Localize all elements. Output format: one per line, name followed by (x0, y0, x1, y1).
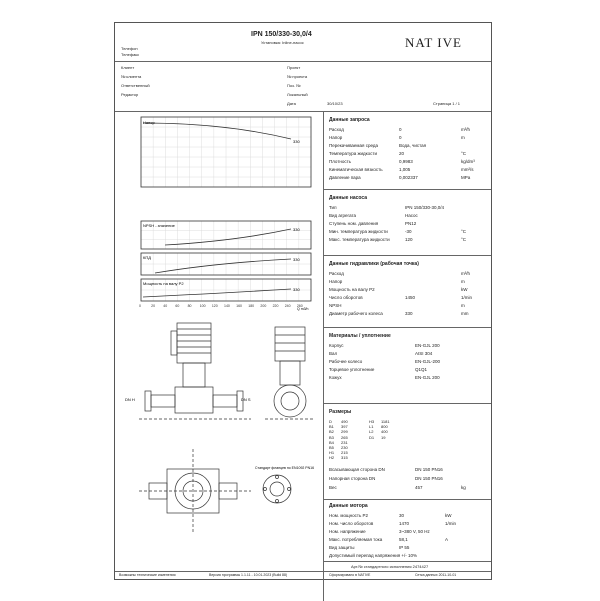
dim-key: B5 (329, 445, 334, 450)
operating-row-unit: m (461, 279, 465, 284)
dim-value: 19 (381, 434, 386, 440)
materials-title: Материалы / уплотнение (329, 333, 391, 339)
motor-row-unit: kW (445, 513, 452, 518)
material-row-value: EN-GJL 200 (415, 343, 440, 348)
dim-value: 231 (341, 439, 348, 445)
material-row-label: Торцевое уплотнение (329, 367, 375, 372)
x-tick-label: 200 (260, 304, 267, 308)
terminal-box (171, 331, 177, 355)
x-tick-label: 260 (296, 304, 303, 308)
request-row-label: Температура жидкости (329, 151, 378, 156)
dim-value: 397 (341, 424, 348, 430)
fax-label: Телефакс (121, 52, 140, 57)
x-tick-label: 100 (199, 304, 206, 308)
request-row-value: 0,9983 (399, 159, 413, 164)
dim-value: 230 (341, 445, 348, 450)
pump-row-unit: °C (461, 237, 467, 242)
dim-value: 315 (341, 455, 348, 461)
pump-row-label: Ступень ном. давления (329, 221, 379, 226)
brand-logo: NAT IVE (405, 35, 462, 50)
request-row-label: Давление пара (329, 175, 361, 180)
motor-row-label: Вид защиты (329, 545, 355, 550)
motor-row-value: 58,1 (399, 537, 408, 542)
request-row-unit: kg/dm³ (461, 159, 475, 164)
operating-row-label: NPSH (329, 303, 342, 308)
connection-value: DN 150 PN16 (415, 467, 443, 472)
motor-row-label: Макс. потребляемая тока (329, 537, 383, 542)
request-row-unit: °C (461, 151, 467, 156)
request-row-label: Перекачиваемая среда (329, 143, 378, 148)
motor-row-label: Ном. напряжение (329, 529, 366, 534)
volute-side (274, 385, 306, 417)
material-row-value: AISI 304 (415, 351, 433, 356)
pump-row-value: IPN 150/330-30,0/4 (405, 205, 445, 210)
motor-row-label: Допустимый перепад напряжения +/- 10% (329, 553, 418, 558)
page-number: Страница 1 / 1 (433, 101, 461, 106)
performance-charts (115, 113, 323, 313)
request-row-value: 0 (399, 135, 402, 140)
motor-row-value: 30 (399, 513, 405, 518)
dim-key: B1 (329, 424, 334, 430)
motor-row-value: 1470 (399, 521, 410, 526)
info-local: Локальный (287, 92, 308, 97)
operating-row-value: 330 (405, 311, 413, 316)
x-tick-label: 180 (248, 304, 255, 308)
dim-value: 215 (341, 450, 348, 456)
x-tick-label: 20 (151, 304, 156, 308)
pump-body (175, 387, 213, 413)
material-row-value: Q1Q1 (415, 367, 428, 372)
request-row-label: Кинематическая вязкость (329, 167, 383, 172)
info-date-value: 30/10/23 (327, 101, 343, 106)
dim-key: D1 (369, 434, 375, 440)
operating-row-unit: m (461, 303, 465, 308)
connection-value: DN 150 PN16 (415, 476, 443, 481)
operating-row-unit: kW (461, 287, 468, 292)
connection-value: 457 (415, 485, 423, 490)
pump-row-label: Мин. температура жидкости (329, 229, 388, 234)
motor-row-label: Ном. число оборотов (329, 521, 374, 526)
pump-row-label: Вид агрегата (329, 213, 356, 218)
x-tick-label: 140 (224, 304, 230, 308)
npsh-curve-value: 330 (293, 227, 300, 232)
request-row-value: 1,005 (399, 167, 411, 172)
head-chart-label: Напор (143, 120, 155, 125)
eff-curve-value: 330 (293, 257, 300, 262)
motor-title: Данные мотора (329, 503, 368, 509)
operating-row-value: 1450 (405, 295, 416, 300)
connection-label: Всасывающая сторона DN (329, 467, 385, 472)
request-row-value: 0 (399, 127, 402, 132)
x-tick-label: 120 (211, 304, 218, 308)
pump-row-value: Насос (405, 213, 418, 218)
request-row-unit: mm²/s (461, 167, 474, 172)
dim-key: B4 (329, 439, 334, 445)
footer-left: Возможны технические изменения (119, 573, 176, 577)
info-project-no: № проекта (287, 74, 308, 79)
x-tick-label: 0 (139, 304, 141, 308)
x-tick-label: 60 (175, 304, 180, 308)
operating-row-unit: m³/h (461, 271, 470, 276)
operating-row-label: Мощность на валу P2 (329, 287, 375, 292)
dim-value: 800 (381, 424, 388, 430)
dim-value: 400 (381, 429, 388, 435)
operating-row-label: Расход (329, 271, 344, 276)
motor-row-unit: 1/min (445, 521, 457, 526)
connection-label: Напорная сторона DN (329, 476, 376, 481)
connection-unit: kg (461, 485, 466, 490)
info-client: Клиент (121, 65, 135, 70)
info-position: Поз. № (287, 83, 301, 88)
request-row-unit: MPa (461, 175, 471, 180)
request-row-label: Плотность (329, 159, 352, 164)
head-curve-value: 330 (293, 139, 300, 144)
product-subtitle: Установка: Inline-насос (261, 40, 304, 45)
connection-label: Вес (329, 485, 337, 490)
dim-key: B3 (329, 434, 334, 440)
eff-curve (155, 259, 291, 273)
eff-chart-label: КПД (143, 255, 151, 260)
request-row-label: Напор (329, 135, 343, 140)
pump-row-label: Макс. температура жидкости (329, 237, 390, 242)
power-curve-value: 330 (293, 287, 300, 292)
dn-suction-label: DN S (241, 397, 251, 402)
motor-row-unit: A (445, 537, 449, 542)
operating-row-unit: mm (461, 311, 469, 316)
material-row-label: Рабочее колесо (329, 359, 363, 364)
operating-title: Данные гидравлики (рабочая точка) (329, 261, 419, 267)
dim-key: H2 (329, 455, 335, 461)
x-tick-label: 240 (284, 304, 291, 308)
request-row-label: Расход (329, 127, 344, 132)
flange-sketch (263, 475, 291, 503)
operating-row-label: Число оборотов (329, 295, 363, 300)
x-tick-label: 160 (236, 304, 242, 308)
motor-side (275, 327, 305, 361)
dim-key: H3 (369, 419, 375, 424)
phone-label: Телефон (121, 46, 138, 51)
footer-generated: Сформировано в NATIVE (329, 573, 371, 577)
npsh-curve (165, 229, 291, 245)
datasheet (114, 22, 492, 580)
dim-value: 490 (341, 419, 348, 424)
dim-key: H1 (329, 450, 335, 456)
pump-row-unit: °C (461, 229, 467, 234)
material-row-label: Корпус (329, 343, 344, 348)
motor-row-value: IP 55 (399, 545, 410, 550)
dim-value: 265 (341, 434, 348, 440)
dim-value: 1181 (381, 419, 390, 424)
request-title: Данные запроса (329, 117, 370, 123)
pump-drawings (115, 319, 323, 575)
dim-value: 299 (341, 429, 348, 435)
pump-title: Данные насоса (329, 195, 368, 201)
info-project: Проект (287, 65, 301, 70)
x-axis-unit: Q m3/h (297, 307, 309, 311)
operating-row-label: Напор (329, 279, 343, 284)
product-title: IPN 150/330-30,0/4 (251, 31, 312, 38)
request-row-value: Вода, чистая (399, 143, 427, 148)
operating-row-unit: 1/min (461, 295, 473, 300)
pump-row-value: 120 (405, 237, 413, 242)
info-client-no: № клиента (121, 74, 142, 79)
npsh-chart-label: NPSH - значение (143, 223, 175, 228)
material-row-label: Вал (329, 351, 338, 356)
dim-key: L1 (369, 424, 374, 430)
info-editor: Редактор (121, 92, 139, 97)
x-tick-label: 220 (272, 304, 279, 308)
pump-row-value: -30 (405, 229, 412, 234)
material-row-label: Кожух (329, 375, 342, 380)
flange-note: Стандарт фланцев по EN1092 PN16 (255, 466, 315, 470)
footer-date: Сетка данных 2011-10-01 (415, 573, 457, 577)
request-row-unit: m (461, 135, 465, 140)
motor-row-value: 3~380 V, 50 Hz (399, 529, 430, 534)
info-responsible: Ответственный (121, 83, 150, 88)
info-date-label: Дата (287, 101, 296, 106)
power-chart-label: Мощность на валу P2 (143, 281, 184, 286)
dim-key: L2 (369, 429, 374, 435)
article-number: Арт.№ стандартного исполнения 2474427 (351, 564, 429, 569)
dimensions-title: Размеры (329, 409, 352, 415)
footer-version: Версия программы 1.1.11 - 10.01.2023 (Build 88) (209, 573, 288, 577)
request-row-unit: m³/h (461, 127, 470, 132)
dn-discharge-label: DN H (125, 397, 135, 402)
request-row-value: 20 (399, 151, 405, 156)
pump-row-value: PN12 (405, 221, 417, 226)
pump-row-label: Тип (329, 205, 337, 210)
lantern (183, 363, 205, 387)
material-row-value: EN-GJL 200 (415, 375, 440, 380)
x-tick-label: 40 (163, 304, 168, 308)
material-row-value: EN-GJL-200 (415, 359, 441, 364)
dim-key: D (329, 419, 332, 424)
dim-key: B2 (329, 429, 334, 435)
operating-row-label: Диаметр рабочего колеса (329, 311, 383, 316)
motor-row-label: Ном. мощность P2 (329, 513, 369, 518)
x-tick-label: 80 (187, 304, 192, 308)
request-row-value: 0,002337 (399, 175, 418, 180)
